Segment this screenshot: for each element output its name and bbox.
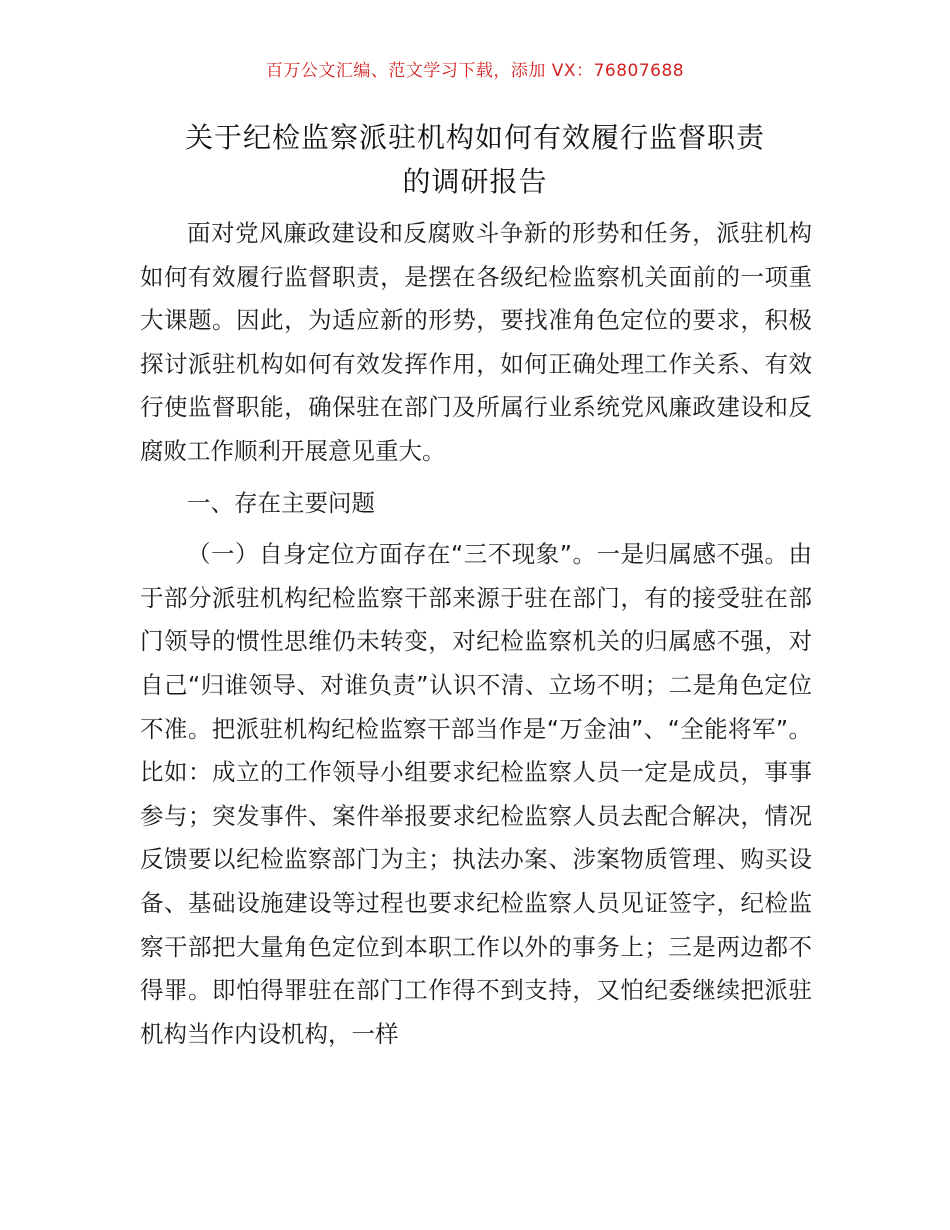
watermark-header: 百万公文汇编、范文学习下载，添加 VX：76807688 (265, 61, 685, 81)
document-body (140, 212, 812, 1056)
document-title-line1: 关于纪检监察派驻机构如何有效履行监督职责 (184, 121, 765, 154)
document-title-line2: 的调研报告 (402, 165, 548, 198)
section-heading: 一、存在主要问题 (187, 488, 375, 517)
subsection-paragraph: （一）自身定位方面存在“三不现象”。一是归属感不强。由于部分派驻机构纪检监察干部来源于驻在部门，有的接受驻在部门领导的惯性思维仍未转变，对纪检监察机关的归属感不强，对自己“归谁领导、对谁负责”认识不清、立场不明；二是角色定位不准。把派驻机构纪检监察干部当作是“万金油”、“全能将军”。比如：成立的工作领导小组要求纪检监察人员一定是成员，事事参与；突发事件、案件举报要求纪检监察人员去配合解决，情况反馈要以纪检监察部门为主；执法办案、涉案物质管理、购买设备、基础设施建设等过程也要求纪检监察人员见证签字，纪检监察干部把大量角色定位到本职工作以外的事务上；三是两边都不得罪。即怕得罪驻在部门工作得不到支持，又怕纪委继续把派驻机构当作内设机构，一样 (140, 540, 812, 1048)
intro-paragraph: 面对党风廉政建设和反腐败斗争新的形势和任务，派驻机构如何有效履行监督职责，是摆在各级纪检监察机关面前的一项重大课题。因此，为适应新的形势，要找准角色定位的要求，积极探讨派驻机构如何有效发挥作用，如何正确处理工作关系、有效行使监督职能，确保驻在部门及所属行业系统党风廉政建设和反腐败工作顺利开展意见重大。 (140, 219, 812, 465)
